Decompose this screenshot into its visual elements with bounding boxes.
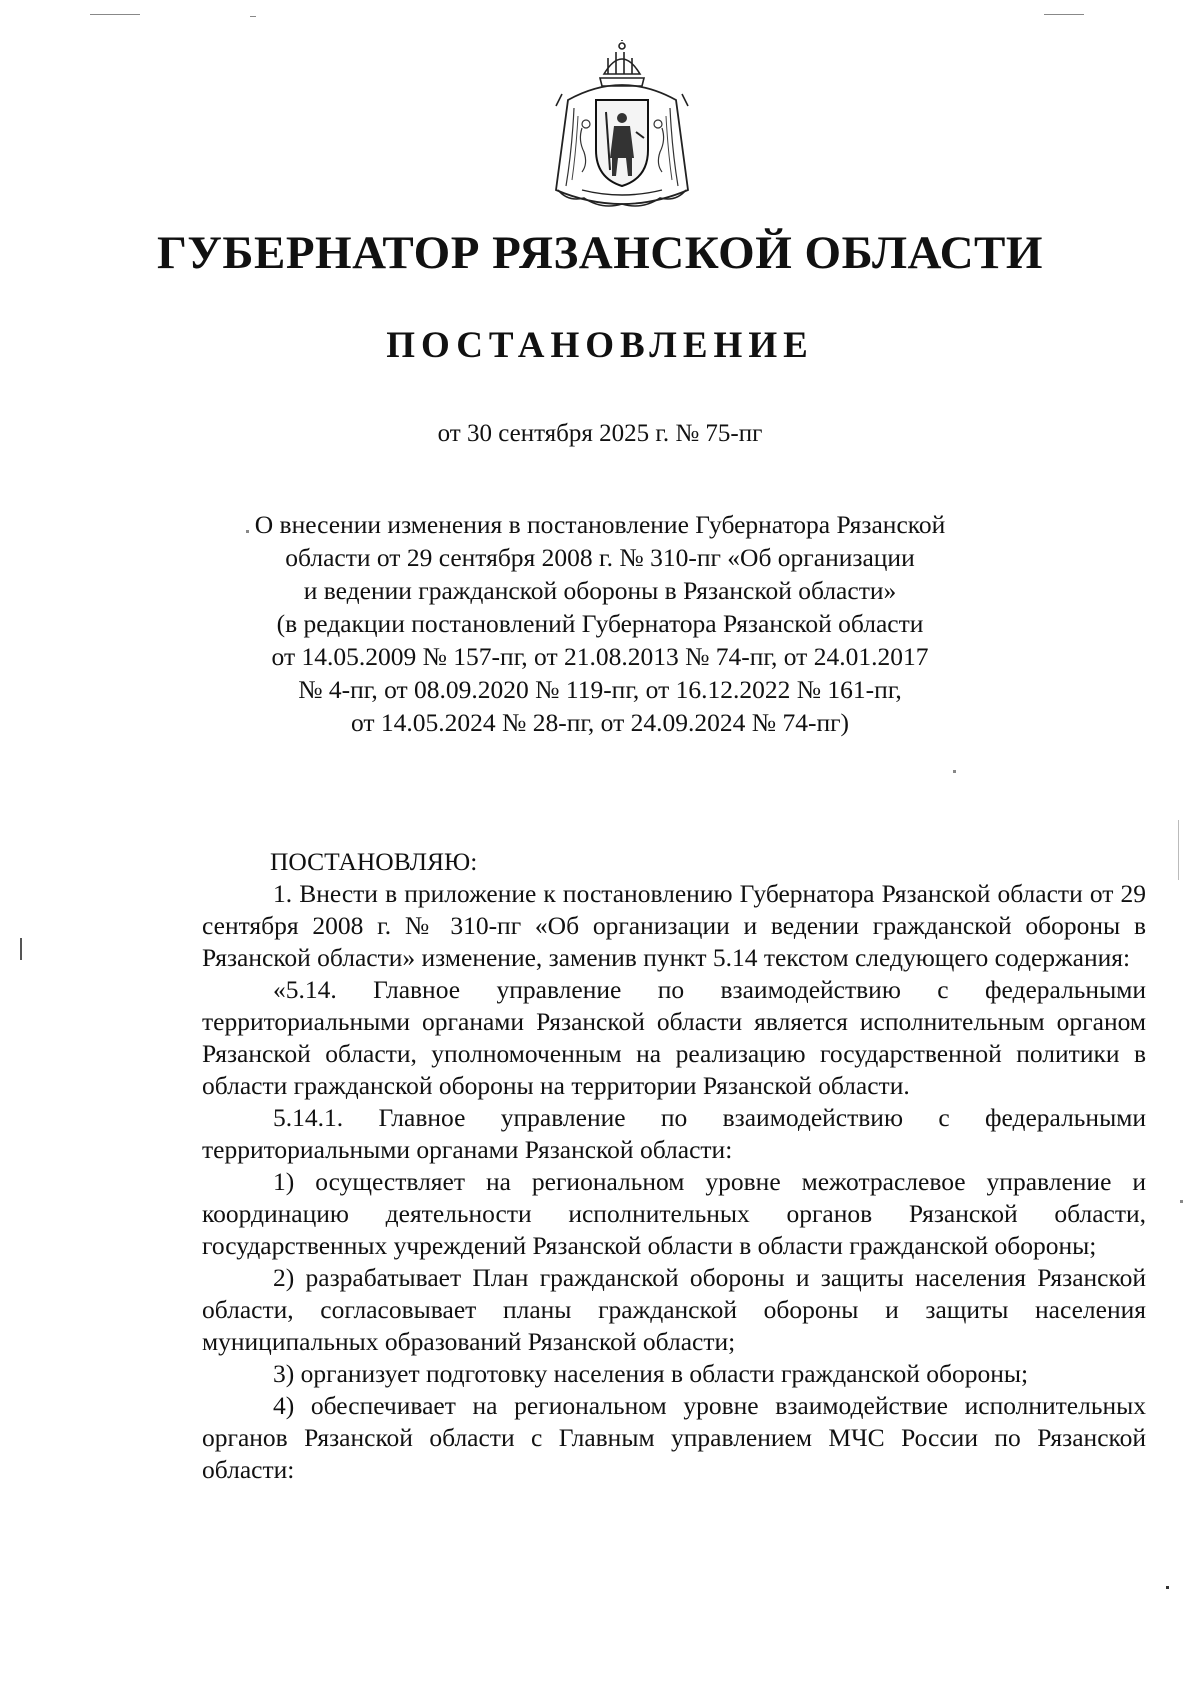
body-paragraph: 2) разрабатывает План гражданской обороны и защиты населения Рязанской области, согласовывает планы гражданской обороны и защиты населения муниципальных образований Рязанской области; — [202, 1263, 1146, 1356]
body-paragraph: 4) обеспечивает на региональном уровне взаимодействие исполнительных органов Рязанской области с Главным управлением МЧС России по Рязанской области: — [202, 1391, 1146, 1484]
document-subject — [0, 508, 1200, 739]
subject-line: от 14.05.2024 № 28-пг, от 24.09.2024 № 74-пг) — [350, 708, 850, 737]
scan-mark — [1180, 1200, 1183, 1203]
scan-mark — [246, 530, 249, 533]
scan-mark — [1044, 14, 1084, 15]
body-paragraph: 1) осуществляет на региональном уровне межотраслевое управление и координацию деятельности исполнительных органов Рязанской области, государственных учреждений Рязанской области в области гражданской обороны; — [202, 1167, 1146, 1260]
subject-line: № 4-пг, от 08.09.2020 № 119-пг, от 16.12.2022 № 161-пг, — [298, 675, 902, 704]
subject-line: О внесении изменения в постановление Губернатора Рязанской — [254, 510, 946, 539]
subject-line: и ведении гражданской обороны в Рязанской области» — [303, 576, 897, 605]
body-paragraph: «5.14. Главное управление по взаимодействию с федеральными территориальными органами Рязанской области является исполнительным органом Рязанской области, уполномоченным на реализацию государственной политики в области гражданской обороны на территории Рязанской области. — [202, 975, 1146, 1100]
scan-mark — [20, 938, 22, 960]
body-paragraph: 5.14.1. Главное управление по взаимодействию с федеральными территориальными органами Рязанской области: — [202, 1103, 1146, 1164]
subject-line: области от 29 сентября 2008 г. № 310-пг «Об организации — [285, 543, 915, 572]
scan-mark — [953, 770, 956, 773]
issuing-authority-title: ГУБЕРНАТОР РЯЗАНСКОЙ ОБЛАСТИ — [157, 227, 1043, 279]
document-type-heading: ПОСТАНОВЛЕНИЕ — [386, 325, 814, 366]
subject-line: (в редакции постановлений Губернатора Рязанской области — [276, 609, 924, 638]
scan-mark — [90, 14, 140, 15]
document-body — [202, 846, 1146, 1486]
scan-mark — [1166, 1586, 1169, 1589]
scan-mark — [250, 16, 256, 17]
body-paragraph: 3) организует подготовку населения в области гражданской обороны; — [273, 1359, 1029, 1388]
document-date-number: от 30 сентября 2025 г. № 75-пг — [437, 420, 763, 447]
body-paragraph: 1. Внести в приложение к постановлению Губернатора Рязанской области от 29 сентября 2008 г. № 310-пг «Об организации и ведении гражданской обороны в Рязанской области» изменение, заменив пункт 5.14 текстом следующего содержания: — [202, 879, 1146, 972]
subject-line: от 14.05.2009 № 157-пг, от 21.08.2013 № 74-пг, от 24.01.2017 — [271, 642, 929, 671]
coat-of-arms-icon — [548, 40, 696, 212]
scan-mark — [1178, 820, 1179, 880]
decree-word: ПОСТАНОВЛЯЮ: — [270, 847, 478, 876]
